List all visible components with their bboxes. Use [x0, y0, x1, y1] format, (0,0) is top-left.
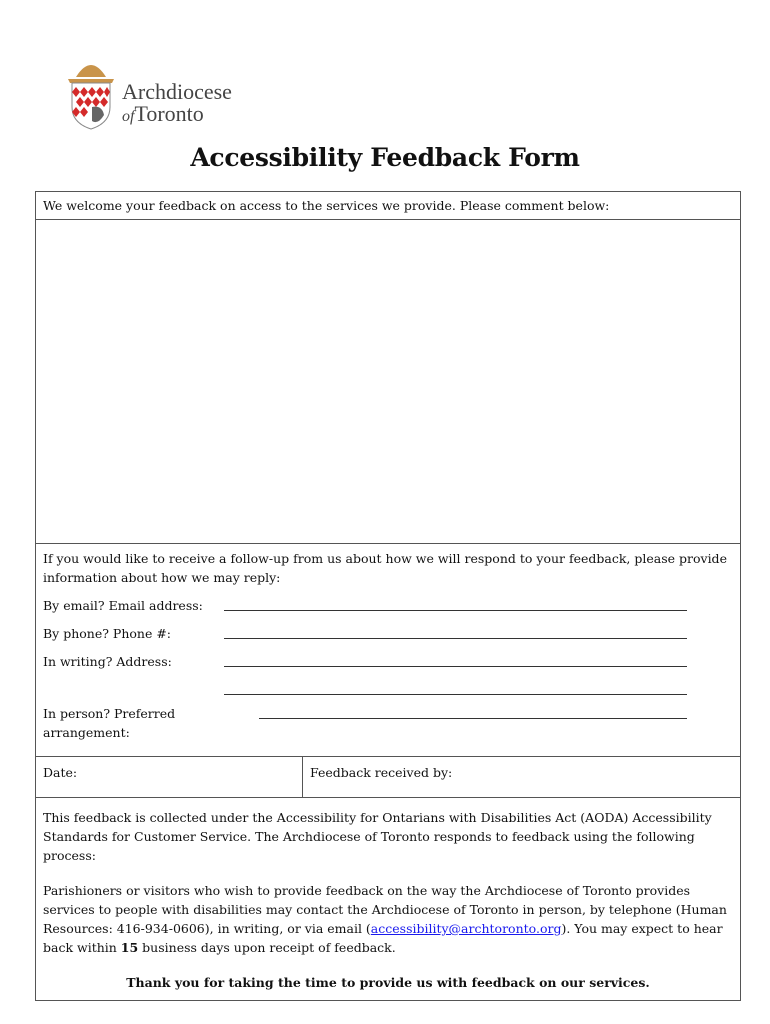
logo-text [122, 81, 232, 128]
comments-field[interactable] [36, 220, 740, 544]
logo-line2: Toronto [134, 101, 204, 126]
process-part2: ). You may expect to hear back within [43, 921, 723, 955]
date-field[interactable] [36, 757, 303, 797]
email-link[interactable]: accessibility@archtoronto.org [370, 921, 562, 936]
followup-section [36, 544, 740, 757]
received-by-label: Feedback received by: [310, 765, 453, 780]
received-by-field[interactable] [303, 757, 459, 797]
archdiocese-logo [66, 55, 246, 131]
process-part1: Parishioners or visitors who wish to provide feedback on the way the Archdiocese of Toronto provides services to people with disabilities may contact the Archdiocese of Toronto in person, by telephone (Human Resources: 416-934-0606), in writing, or via email ( [43, 883, 727, 936]
process-text [43, 881, 733, 957]
intro-text: We welcome your feedback on access to the services we provide. Please comment below: [36, 192, 740, 220]
date-label: Date: [43, 765, 78, 780]
email-label: By email? Email address: [43, 598, 203, 613]
logo-of: of [122, 108, 135, 125]
email-field[interactable] [224, 596, 687, 611]
phone-field[interactable] [224, 624, 687, 639]
phone-label: By phone? Phone #: [43, 626, 172, 641]
followup-text: If you would like to receive a follow-up from us about how we will respond to your feedback, please provide information about how we may reply: [43, 551, 727, 585]
thanks-text: Thank you for taking the time to provide us with feedback on our services. [126, 975, 650, 990]
days-count: 15 [120, 940, 139, 955]
person-label: In person? Preferred arrangement: [43, 706, 176, 740]
feedback-form [35, 191, 741, 1001]
aoda-text: This feedback is collected under the Accessibility for Ontarians with Disabilities Act (AODA) Accessibility Standards for Customer Service. The Archdiocese of Toronto responds to feedback using the following process: [43, 810, 712, 863]
info-section [36, 798, 740, 1000]
writing-label: In writing? Address: [43, 654, 172, 669]
crest-icon [66, 55, 116, 131]
process-part3: business days upon receipt of feedback. [138, 940, 396, 955]
address-field-1[interactable] [224, 652, 687, 667]
page-title: Accessibility Feedback Form [190, 143, 580, 172]
logo-line1: Archdiocese [122, 79, 232, 104]
person-field[interactable] [259, 704, 687, 719]
address-field-2[interactable] [224, 680, 687, 695]
